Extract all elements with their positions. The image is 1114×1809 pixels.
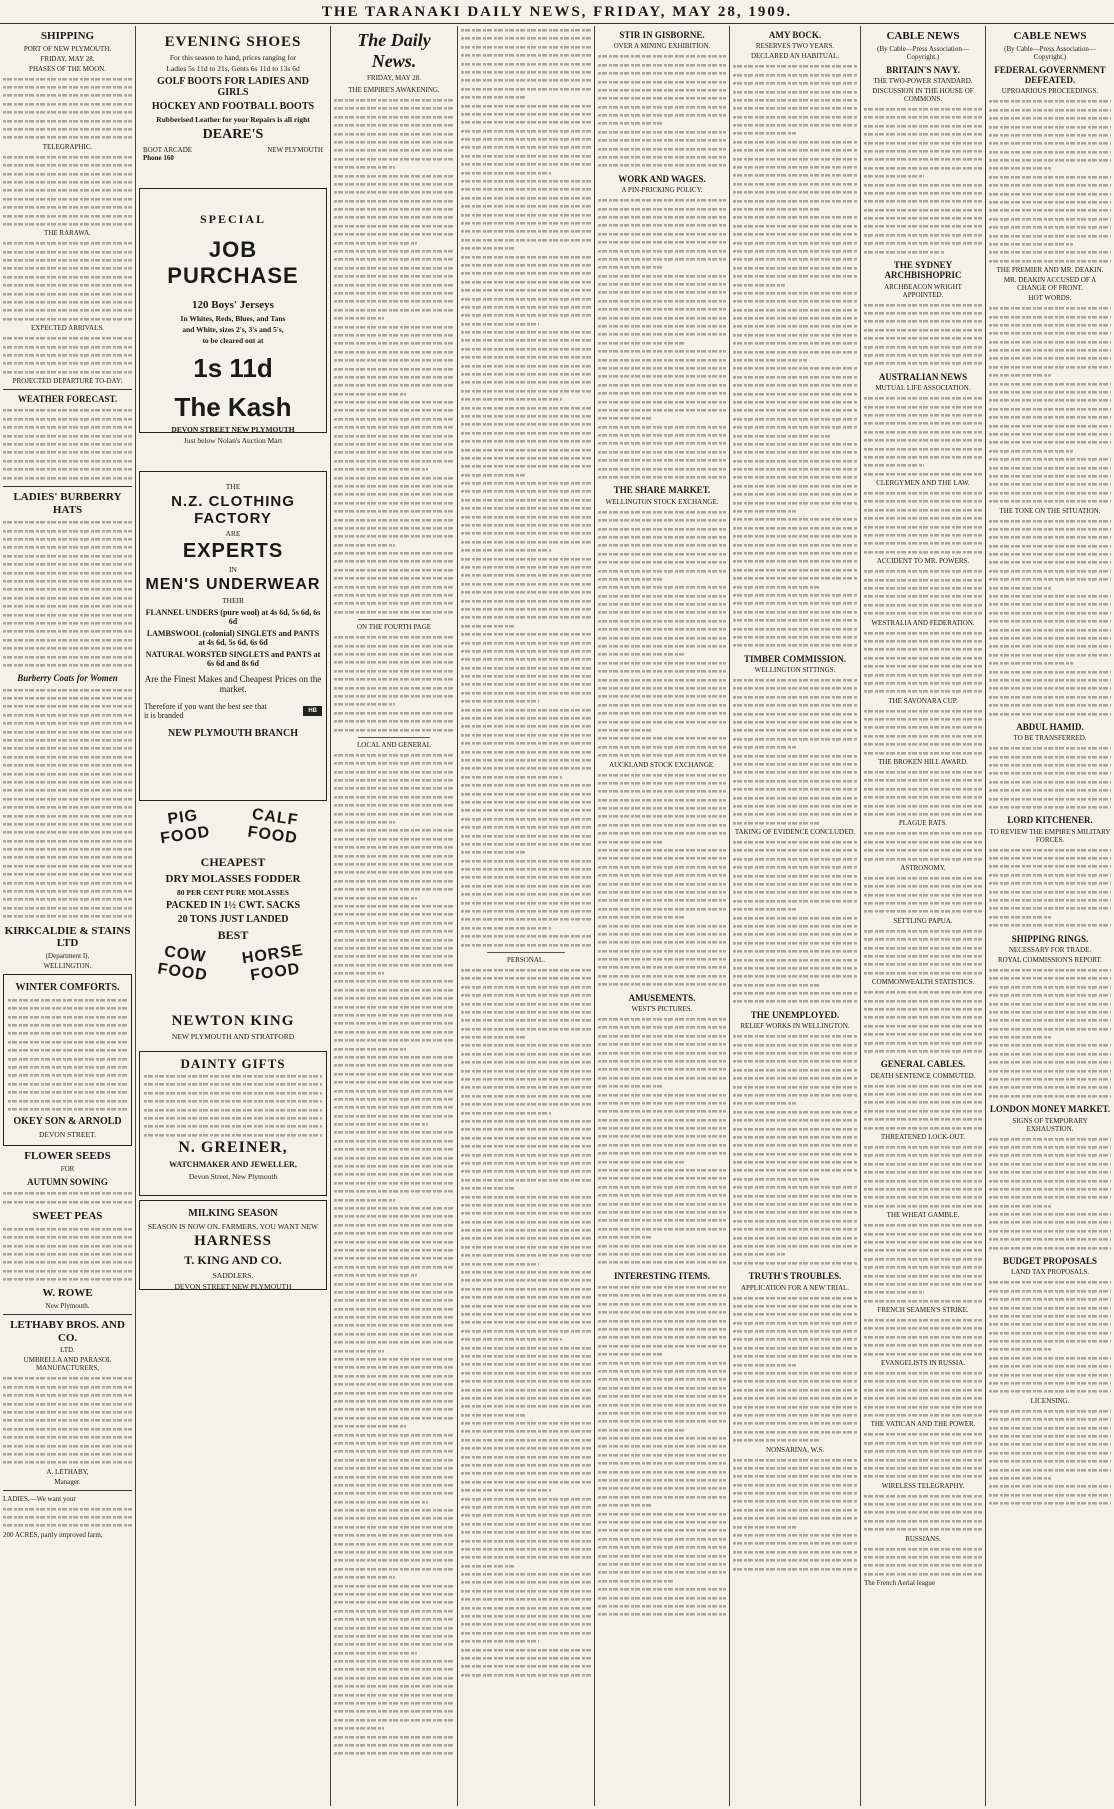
therefore-line: Therefore if you want the best see that it is branded <box>144 702 267 720</box>
jersey-sizes: and White, sizes 2's, 3's and 5's, <box>182 325 284 334</box>
column-7 <box>861 26 985 1806</box>
acres-ad: 200 ACRES, partly improved farm, <box>3 1530 103 1539</box>
packed: PACKED IN 1½ CWT. SACKS <box>165 900 301 911</box>
harness-title: HARNESS <box>194 1233 272 1249</box>
hot-words-heading: HOT WORDS. <box>1028 294 1072 303</box>
nz-in: IN <box>229 565 237 574</box>
nz-clothing-logo: HB <box>303 706 322 716</box>
taking-text <box>733 838 857 1006</box>
evening-sub1: For this season to hand, prices ranging for <box>169 53 297 62</box>
fourth-page-text <box>334 633 454 734</box>
newton-king-ad <box>139 1009 327 1047</box>
tone-heading: THE TONE ON THE SITUATION. <box>999 506 1101 515</box>
sweet-peas-heading: SWEET PEAS <box>32 1210 103 1223</box>
column-4 <box>458 26 594 1806</box>
expected-text <box>3 334 132 376</box>
nz-clothing-ad <box>139 471 327 801</box>
interesting-text <box>598 1283 726 1619</box>
kirkcaldie-city: WELLINGTON. <box>43 961 92 970</box>
lethaby-text <box>3 1374 132 1466</box>
timber-sub: WELLINGTON SITTINGS. <box>754 666 836 675</box>
french-heading: FRENCH SEAMEN'S STRIKE. <box>877 1306 969 1315</box>
amy-heading: AMY BOCK. <box>768 30 822 40</box>
ladies-text <box>3 1505 132 1530</box>
watchmaker: WATCHMAKER AND JEWELLER, <box>169 1160 297 1170</box>
rarawa-heading: THE RARAWA. <box>44 229 91 238</box>
column-5 <box>595 26 729 1806</box>
licensing-text <box>989 1407 1111 1508</box>
rubber-text: Rubberised Leather for your Repairs is all right <box>156 115 310 124</box>
sydney-text <box>864 301 982 368</box>
cable-sub-1: (By Cable—Press Association—Copyright.) <box>877 44 969 61</box>
application-heading: APPLICATION FOR A NEW TRIAL. <box>740 1283 850 1292</box>
london-text <box>989 1135 1111 1252</box>
mutual-heading: MUTUAL LIFE ASSOCIATION. <box>875 384 971 393</box>
papua-text <box>864 927 982 977</box>
stir-sub: OVER A MINING EXHIBITION. <box>613 42 711 51</box>
okey-heading: OKEY SON & ARNOLD <box>13 1116 122 1128</box>
papua-heading: SETTLING PAPUA. <box>893 916 953 925</box>
kitchener-heading: LORD KITCHENER. <box>1007 815 1093 826</box>
burberry-coats-text <box>3 686 132 921</box>
masthead: THE TARANAKI DAILY NEWS, FRIDAY, MAY 28, 1909. <box>0 0 1114 24</box>
flower-text <box>3 1189 132 1206</box>
newton-king: NEWTON KING <box>171 1013 295 1029</box>
kirkcaldie-dept: (Department I), <box>45 951 90 960</box>
natural-line: NATURAL WORSTED SINGLETS and PANTS at 6s 6d and 8s 6d <box>145 650 321 668</box>
timber-text <box>733 676 857 827</box>
work-heading: WORK AND WAGES. <box>618 173 706 184</box>
autumn-sowing: AUTUMN SOWING <box>27 1176 108 1187</box>
cable-heading-2: CABLE NEWS <box>1013 30 1087 42</box>
column-6 <box>730 26 860 1806</box>
flannel-line: FLANNEL UNDERS (pure wool) at 4s 6d, 5s 6d, 6s 6d <box>145 608 321 626</box>
two-power: THE TWO-POWER STANDARD. <box>873 76 973 85</box>
nz-are: ARE <box>225 529 241 538</box>
clergymen-heading: CLERGYMEN AND THE LAW. <box>876 479 970 488</box>
nz-experts: EXPERTS <box>182 540 284 562</box>
royal-heading: ROYAL COMMISSION'S REPORT. <box>997 955 1103 964</box>
greiner-ad <box>139 1051 327 1196</box>
navy-text <box>864 105 982 256</box>
relief-heading: RELIEF WORKS IN WELLINGTON. <box>740 1022 850 1031</box>
golf-boots: GOLF BOOTS FOR LADIES AND GIRLS <box>157 76 309 98</box>
finest-line: Are the Finest Makes and Cheapest Prices on the market. <box>144 674 322 694</box>
local-general-heading: LOCAL AND GENERAL <box>356 740 431 749</box>
col4-text-a <box>461 26 591 949</box>
winter-text <box>8 996 127 1113</box>
col4-text-b <box>461 966 591 1679</box>
tone-text <box>989 517 1111 718</box>
land-tax-text <box>989 1278 1111 1395</box>
russians-text <box>864 1545 982 1579</box>
evangelists-text <box>864 1369 982 1419</box>
lethaby-role: Manager. <box>54 1477 81 1486</box>
mutual-text <box>864 394 982 478</box>
telegraphic-heading: TELEGRAPHIC. <box>42 142 93 151</box>
newton-sub: NEW PLYMOUTH AND STRATFORD <box>171 1032 295 1041</box>
umbrella-heading: UMBRELLA AND PARASOL MANUFACTURERS, <box>23 1356 112 1373</box>
greiner-text <box>144 1072 322 1139</box>
auckland-exch-heading: AUCKLAND STOCK EXCHANGE. <box>609 760 715 769</box>
flower-seeds-heading: FLOWER SEEDS <box>24 1150 111 1163</box>
projected-heading: PROJECTED DEPARTURE TO-DAY: <box>12 377 123 386</box>
molasses-fodder: DRY MOLASSES FODDER <box>165 873 301 885</box>
hockey-boots: HOCKEY AND FOOTBALL BOOTS <box>151 101 315 112</box>
molasses-ad <box>139 805 327 1005</box>
kitchener-text <box>989 846 1111 930</box>
london-money-heading: LONDON MONEY MARKET. <box>989 1104 1111 1115</box>
milking-season: MILKING SEASON <box>188 1208 278 1219</box>
winter-heading: WINTER COMFORTS. <box>15 981 120 993</box>
amy-text <box>733 62 857 649</box>
federal-heading: FEDERAL GOVERNMENT DEFEATED. <box>994 64 1106 85</box>
lockout-heading: THREATENED LOCK-OUT. <box>880 1133 966 1142</box>
accident-text <box>864 567 982 617</box>
greiner-name: N. GREINER, <box>178 1139 288 1157</box>
wireless-text <box>864 1492 982 1534</box>
shipping-date: FRIDAY, MAY 28. <box>40 54 95 63</box>
sweet-peas-text <box>3 1225 132 1284</box>
accident-heading: ACCIDENT TO MR. POWERS. <box>876 557 970 566</box>
local-general-text <box>334 751 454 1758</box>
deare-town: NEW PLYMOUTH <box>267 146 323 154</box>
broken-hill-heading: THE BROKEN HILL AWARD. <box>878 758 968 767</box>
calf-food: CALF FOOD <box>246 805 300 848</box>
westralia-text <box>864 629 982 696</box>
burberry-coats-heading: Burberry Coats for Women <box>17 673 118 684</box>
cheapest: CHEAPEST <box>200 855 266 869</box>
share-text <box>598 508 726 760</box>
evening-sub2: Ladies 5s 11d to 21s, Gents 6s 11d to 13s 6d <box>166 64 300 73</box>
discussion: DISCUSSION IN THE HOUSE OF COMMONS. <box>872 86 974 103</box>
deakin-heading: MR. DEAKIN ACCUSED OF A CHANGE OF FRONT. <box>1003 276 1097 293</box>
licensing-heading: LICENSING. <box>1030 1396 1070 1405</box>
editorial-masthead: The Daily News. <box>357 30 431 71</box>
wireless-heading: WIRELESS TELEGRAPHY. <box>881 1481 965 1490</box>
amy-sub2: DECLARED AN HABITUAL. <box>750 52 840 61</box>
signs-heading: SIGNS OF TEMPORARY EXHAUSTION. <box>1012 1116 1088 1133</box>
nz-their: THEIR <box>221 596 245 605</box>
lambswool-line: LAMBSWOOL (colonial) SINGLETS and PANTS at 4s 6d, 5s 6d, 6s 6d <box>146 629 320 647</box>
auckland-text <box>598 771 726 989</box>
tking-saddlers: SADDLERS. <box>212 1271 254 1280</box>
vatican-heading: THE VATICAN AND THE POWER. <box>870 1420 976 1429</box>
broken-hill-text <box>864 768 982 818</box>
wheat-heading: THE WHEAT GAMBLE. <box>886 1211 960 1220</box>
death-heading: DEATH SENTENCE COMMUTED. <box>870 1071 976 1080</box>
flower-for: FOR <box>60 1164 75 1173</box>
savonara-text <box>864 707 982 757</box>
price: 1s 11d <box>193 353 273 383</box>
french-aerial: The French Aerial league <box>864 1579 935 1588</box>
plague-text <box>864 829 982 863</box>
kash-sub: Just below Nolan's Auction Mart <box>183 436 283 445</box>
evangelists-heading: EVANGELISTS IN RUSSIA. <box>880 1359 966 1368</box>
kash-address: DEVON STREET NEW PLYMOUTH <box>171 425 295 434</box>
shipping-text <box>3 75 132 142</box>
lethaby-heading: LETHABY BROS. AND CO. <box>10 1319 125 1344</box>
transferred-heading: TO BE TRANSFERRED. <box>1013 734 1087 743</box>
nonsarina-heading: NONSARINA, W.S. <box>766 1445 824 1454</box>
necessary-heading: NECESSARY FOR TRADE. <box>1008 945 1092 954</box>
amusements-text <box>598 1015 726 1267</box>
personal-heading: PERSONAL. <box>507 955 545 964</box>
rarawa-text <box>3 239 132 323</box>
premier-text <box>989 304 1111 505</box>
column-8 <box>986 26 1114 1806</box>
deare-heading: DEARE'S <box>202 127 264 142</box>
death-text <box>864 1082 982 1132</box>
editorial-text <box>334 96 454 616</box>
commonwealth-heading: COMMONWEALTH STATISTICS. <box>871 978 975 987</box>
column-3 <box>331 26 457 1806</box>
cow-food: COW FOOD <box>156 943 209 985</box>
nonsarina-text <box>733 1456 857 1573</box>
ladies-wanted: LADIES.—We want your <box>3 1494 76 1503</box>
horse-food: HORSE FOOD <box>240 941 305 985</box>
abdul-heading: ABDUL HAMID. <box>1016 721 1084 732</box>
general-cables-heading: GENERAL CABLES. <box>880 1059 966 1070</box>
percent-pure: 80 PER CENT PURE MOLASSES <box>177 888 289 897</box>
wheat-text <box>864 1221 982 1305</box>
rowe-heading: W. ROWE <box>42 1287 93 1300</box>
expected-arrivals-heading: EXPECTED ARRIVALS. <box>31 324 104 333</box>
port-heading: PORT OF NEW PLYMOUTH. <box>23 44 112 53</box>
nz-clothing-title: N.Z. CLOTHING FACTORY <box>171 493 295 527</box>
jersey-colors: In Whites, Reds, Blues, and Tans <box>180 314 286 323</box>
winter-comforts-ad <box>3 974 132 1146</box>
archbishop-heading: ARCHBEACON WRIGHT APPOINTED. <box>884 282 962 299</box>
fourth-page-heading: ON THE FOURTH PAGE <box>356 623 432 632</box>
sydney-heading: THE SYDNEY ARCHBISHOPRIC <box>884 260 962 281</box>
wests-heading: WEST'S PICTURES. <box>631 1005 693 1013</box>
astronomy-text <box>864 874 982 916</box>
federal-text <box>989 97 1111 265</box>
russians-heading: RUSSIANS. <box>905 1534 941 1543</box>
interesting-heading: INTERESTING ITEMS. <box>613 1270 711 1281</box>
editorial-date: FRIDAY, MAY 28. <box>367 74 421 82</box>
kash-title: The Kash <box>174 392 292 422</box>
telegraphic-text <box>3 153 132 229</box>
britains-navy: BRITAIN'S NAVY. <box>886 64 960 75</box>
tons-landed: 20 TONS JUST LANDED <box>177 914 289 925</box>
stir-heading: STIR IN GISBORNE. <box>619 30 705 40</box>
truths-heading: TRUTH'S TROUBLES. <box>748 1271 842 1282</box>
burberry-text <box>3 518 132 669</box>
column-1 <box>0 26 135 1806</box>
boot-arcade: BOOT ARCADE <box>143 146 193 154</box>
tking-address: DEVON STREET NEW PLYMOUTH <box>174 1282 292 1291</box>
savonara-heading: THE SAVONARA CUP. <box>888 696 958 705</box>
cable-heading-1: CABLE NEWS <box>886 30 960 42</box>
french-text <box>864 1316 982 1358</box>
australian-heading: AUSTRALIAN NEWS <box>878 371 968 382</box>
tking-name: T. KING AND CO. <box>184 1253 282 1267</box>
taking-heading: TAKING OF EVIDENCE CONCLUDED. <box>734 828 856 837</box>
rowe-sub: New Plymouth. <box>45 1302 90 1311</box>
shipping-rings-heading: SHIPPING RINGS. <box>1011 933 1089 944</box>
pinpricking-heading: A PIN-PRICKING POLICY. <box>621 186 703 195</box>
job-purchase: JOB PURCHASE <box>167 237 299 288</box>
share-heading: THE SHARE MARKET. <box>613 485 711 496</box>
plague-heading: PLAGUE RATS. <box>898 819 948 828</box>
editorial-heading: THE EMPIRE'S AWAKENING. <box>348 86 440 94</box>
evening-shoes-title: EVENING SHOES <box>164 34 302 50</box>
astronomy-heading: ASTRONOMY. <box>900 863 946 872</box>
weather-heading: WEATHER FORECAST. <box>17 394 118 405</box>
amy-sub1: RESERVES TWO YEARS. <box>755 42 835 51</box>
burberry-heading: LADIES' BURBERRY HATS <box>13 491 122 516</box>
lockout-text <box>864 1143 982 1210</box>
westralia-heading: WESTRALIA AND FEDERATION. <box>871 618 975 627</box>
amusements-heading: AMUSEMENTS. <box>628 992 696 1003</box>
moon-phases-heading: PHASES OF THE MOON. <box>29 64 106 73</box>
shipping-heading: SHIPPING <box>40 30 95 42</box>
pig-food: PIG FOOD <box>159 807 212 848</box>
budget-heading: BUDGET PROPOSALS <box>1002 1256 1098 1267</box>
review-heading: TO REVIEW THE EMPIRE'S MILITARY FORCES. <box>989 827 1111 844</box>
cleared-text: to be cleared out at <box>202 336 264 345</box>
column-2 <box>136 26 330 1806</box>
cable-sub-2: (By Cable—Press Association—Copyright.) <box>1004 44 1096 61</box>
deare-phone: Phone 160 <box>143 154 174 162</box>
wellington-exch-heading: WELLINGTON STOCK EXCHANGE. <box>605 497 719 506</box>
okey-street: DEVON STREET. <box>39 1130 96 1140</box>
stir-text <box>598 52 726 169</box>
nz-the: THE <box>225 482 241 491</box>
greiner-address: Devon Street, New Plymouth <box>188 1172 278 1182</box>
evening-shoes-ad <box>139 30 327 166</box>
timber-heading: TIMBER COMMISSION. <box>743 653 846 664</box>
premier-heading: THE PREMIER AND MR. DEAKIN. <box>996 266 1104 275</box>
kirkcaldie-heading: KIRKCALDIE & STAINS LTD <box>4 924 131 950</box>
clergymen-text <box>864 489 982 556</box>
nz-mens: MEN'S UNDERWEAR <box>145 576 321 593</box>
abdul-text <box>989 744 1111 811</box>
shipping-rings-text <box>989 966 1111 1100</box>
boys-jerseys: 120 Boys' Jerseys <box>192 299 274 311</box>
work-text <box>598 196 726 481</box>
best-label: BEST <box>217 928 249 942</box>
land-tax-heading: LAND TAX PROPOSALS. <box>1010 1268 1090 1277</box>
nz-branch: NEW PLYMOUTH BRANCH <box>167 728 298 739</box>
lethaby-ltd: LTD. <box>60 1346 75 1355</box>
uproarious-heading: UPROARIOUS PROCEEDINGS. <box>1001 87 1099 96</box>
lethaby-name: A. LETHABY, <box>46 1467 89 1476</box>
truths-text <box>733 1294 857 1445</box>
special-label: SPECIAL <box>199 212 266 226</box>
dainty-gifts: DAINTY GIFTS <box>180 1056 286 1071</box>
vatican-text <box>864 1430 982 1480</box>
season-now: SEASON IS NOW ON. FARMERS, YOU WANT NEW <box>147 1222 319 1231</box>
unemployed-text <box>733 1032 857 1267</box>
harness-ad <box>139 1200 327 1290</box>
weather-text <box>3 406 132 482</box>
unemployed-heading: THE UNEMPLOYED. <box>750 1009 840 1020</box>
commonwealth-text <box>864 988 982 1055</box>
kash-ad <box>139 188 327 445</box>
